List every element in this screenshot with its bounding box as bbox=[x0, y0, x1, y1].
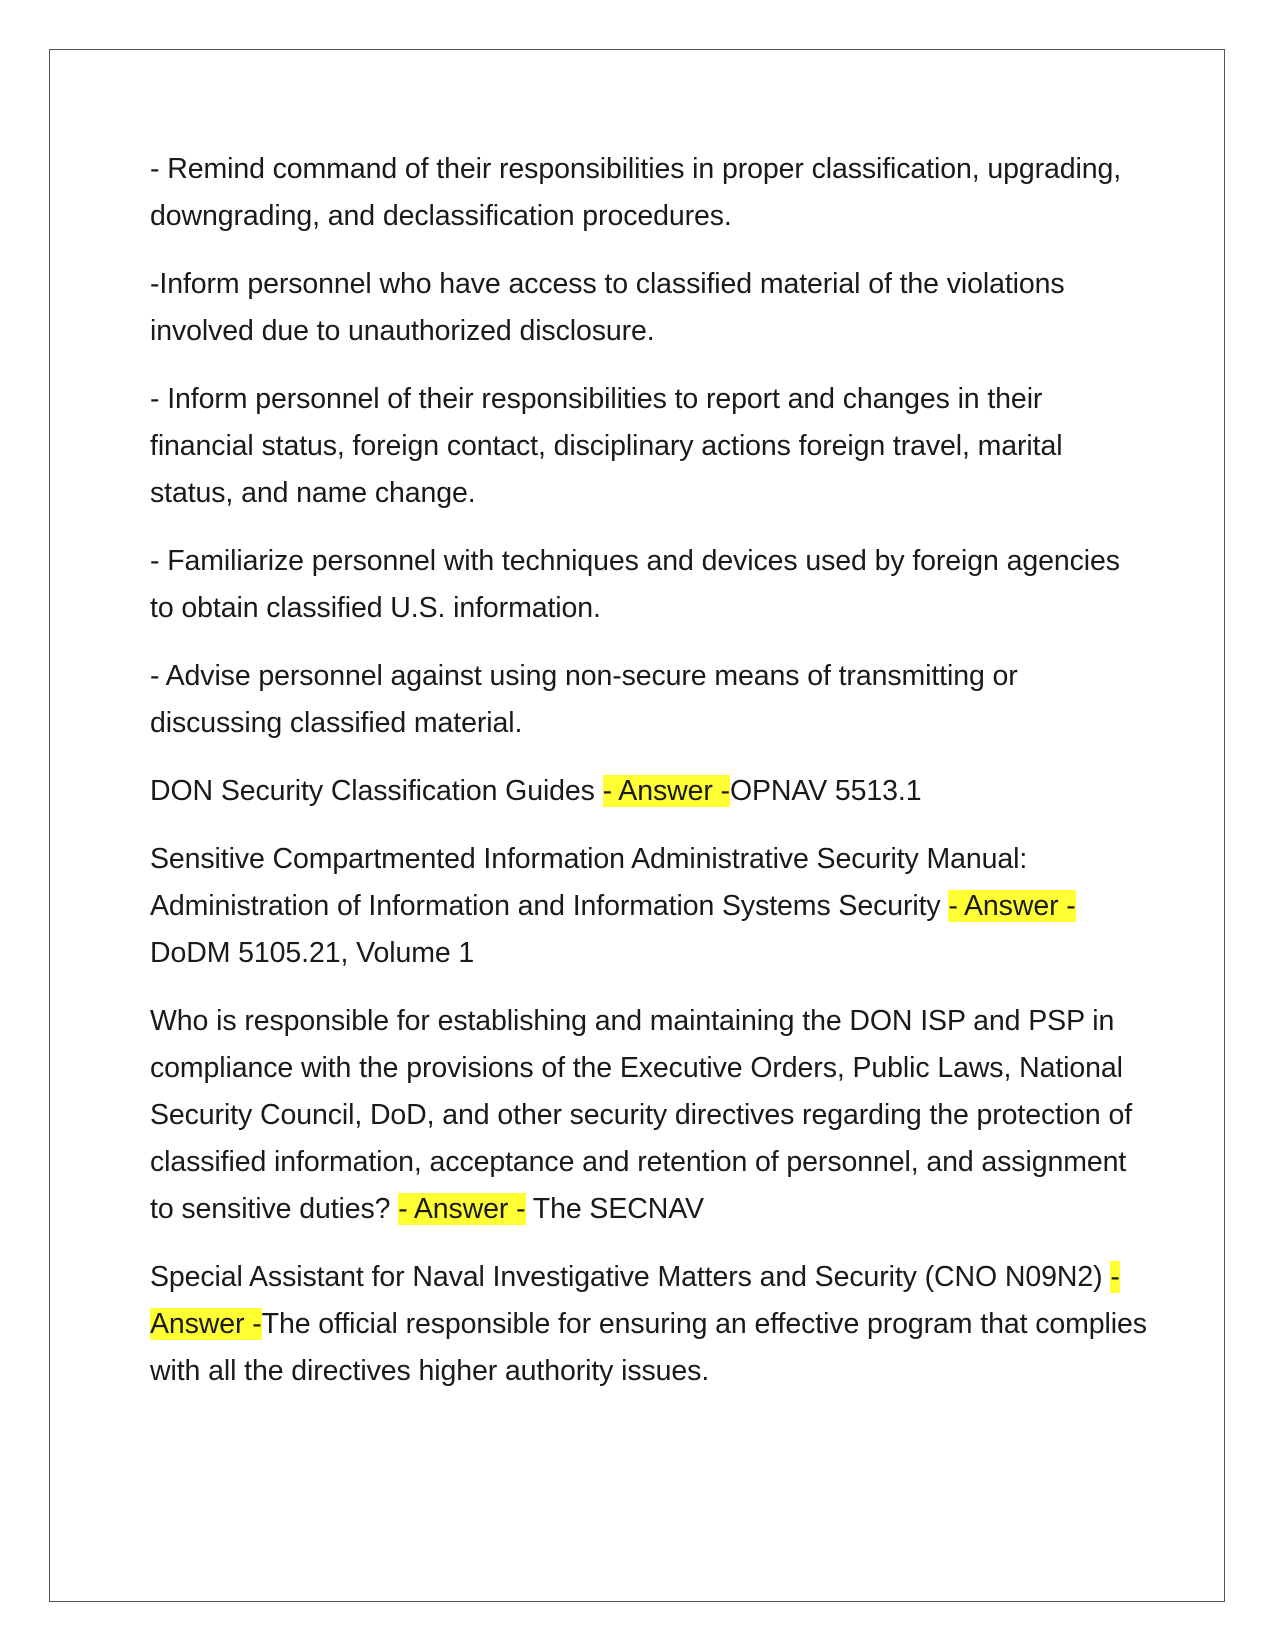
answer-text: OPNAV 5513.1 bbox=[729, 775, 922, 807]
text-segment: - Inform personnel of their responsibilities to report and changes in their financial status, foreign contact, disciplinary actions foreign travel, marital status, and name change. bbox=[150, 383, 1063, 509]
text-segment: -Inform personnel who have access to classified material of the violations involved due to unauthorized disclosure. bbox=[150, 268, 1065, 347]
answer-text: The official responsible for ensuring an effective program that complies with all the directives higher authority issues. bbox=[150, 1308, 1147, 1387]
document-body bbox=[150, 146, 1150, 1416]
paragraph bbox=[150, 146, 1150, 240]
answer-highlight: - Answer - bbox=[398, 1193, 526, 1225]
text-segment: - Remind command of their responsibilities in proper classification, upgrading, downgrading, and declassification procedures. bbox=[150, 153, 1122, 232]
qa-item bbox=[150, 1254, 1150, 1395]
paragraph bbox=[150, 261, 1150, 355]
answer-highlight: - Answer - bbox=[948, 890, 1076, 922]
question-text: Who is responsible for establishing and maintaining the DON ISP and PSP in compliance with the provisions of the Executive Orders, Public Laws, National Security Council, DoD, and other security directives regarding the protection of classified information, acceptance and retention of personnel, and assignment to sensitive duties? bbox=[150, 1005, 1133, 1225]
paragraph bbox=[150, 538, 1150, 632]
text-segment: - Familiarize personnel with techniques and devices used by foreign agencies to obtain classified U.S. information. bbox=[150, 545, 1120, 624]
paragraph bbox=[150, 376, 1150, 517]
question-text: Special Assistant for Naval Investigative Matters and Security (CNO N09N2) bbox=[150, 1261, 1111, 1293]
answer-text: DoDM 5105.21, Volume 1 bbox=[150, 937, 475, 969]
qa-item bbox=[150, 836, 1150, 977]
paragraph bbox=[150, 653, 1150, 747]
qa-item bbox=[150, 768, 1150, 815]
answer-highlight: - Answer - bbox=[602, 775, 730, 807]
question-text: DON Security Classification Guides bbox=[150, 775, 603, 807]
qa-item bbox=[150, 998, 1150, 1233]
answer-highlight: - Answer - bbox=[150, 1261, 1120, 1340]
text-segment: - Advise personnel against using non-secure means of transmitting or discussing classified material. bbox=[150, 660, 1018, 739]
question-text: Sensitive Compartmented Information Administrative Security Manual: Administration of Information and Information Systems Security bbox=[150, 843, 1028, 922]
answer-text: The SECNAV bbox=[525, 1193, 704, 1225]
